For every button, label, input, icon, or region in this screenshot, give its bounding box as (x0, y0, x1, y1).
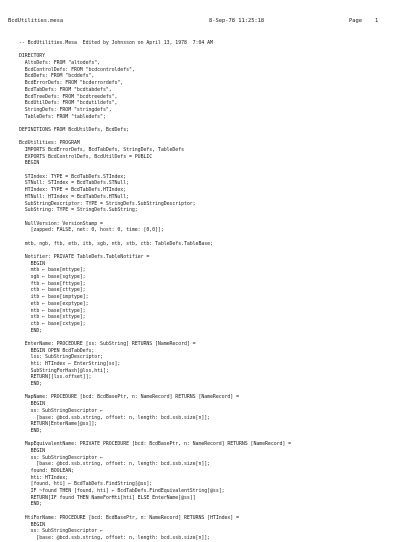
code-line: BEGIN (19, 401, 46, 408)
code-line: END; (19, 381, 43, 388)
code-line: ntb ← base[nttype]; (19, 307, 86, 314)
code-line: [base: @bcd.ssb.string, offset: n, length: bcd.ssb.size[n]]; (19, 461, 211, 468)
code-line: [found, hti] ← BcdTabDefs.FindString[@ss]; (19, 481, 153, 488)
code-line: hti: HTIndex ← EnterString[ss]; (19, 361, 121, 367)
code-line: mtb, ngb, ftb, etb, itb, sgb, ntb, stb, ctb: TableDefs.TableBase; (19, 240, 213, 247)
page-header (8, 17, 390, 26)
code-line: STNull: STIndex = BcdTabDefs.STNull; (19, 180, 129, 187)
code-line: lss: SubStringDescriptor; (19, 354, 103, 361)
code-line: ctb ← base[cttype]; (19, 287, 86, 294)
header-filename: BcdUtilities.mesa (8, 18, 64, 24)
code-line: [base: @bcd.ssb.string, offset: n, length: bcd.ssb.size[n]]; (19, 534, 211, 541)
code-line: [zapped: FALSE, net: 0, host: 0, time: [0,0]]; (19, 227, 164, 234)
code-line: RETURN[EnterName[@ss]]; (19, 421, 98, 428)
header-page-number: Page 1 (349, 18, 379, 24)
code-line: SubString: TYPE = StringDefs.SubString; (19, 207, 138, 214)
code-line: ss: SubStringDescriptor ← (19, 407, 103, 414)
code-line (19, 167, 394, 174)
code-line: STIndex: TYPE = BcdTabDefs.STIndex; (19, 173, 127, 180)
code-line: hti: HTIndex; (19, 474, 69, 481)
code-line: mtb ← base[mttype]; (19, 267, 86, 274)
code-line: MapName: PROCEDURE [bcd: BcdBasePtr, n: NameRecord] RETURNS [NameRecord] = (19, 394, 239, 401)
code-line: ss: SubStringDescriptor ← (19, 528, 103, 535)
code-line: MapEquivalentName: PRIVATE PROCEDURE [bcd: BcdBasePtr, n: NameRecord] RETURNS [NameRecord] = (19, 441, 292, 448)
code-line: HtiForName: PROCEDURE [bcd: BcdBasePtr, n: NameRecord] RETURNS [HTIndex] = (19, 514, 239, 521)
code-line: NullVersion: VersionStamp = (19, 220, 106, 227)
code-line: IMPORTS BcdErrorDefs, BcdTabDefs, StringDefs, TableDefs (19, 147, 184, 153)
code-line: END; (19, 327, 43, 334)
source-listing (19, 40, 394, 542)
code-line (19, 334, 394, 341)
code-line: BcdDefs: FROM "bcddefs", (19, 73, 95, 80)
code-line (19, 214, 394, 221)
code-line: ss: SubStringDescriptor ← (19, 454, 103, 461)
code-line (19, 435, 394, 442)
code-line (19, 234, 394, 241)
header-date: 8-Sep-78 11:25:18 (209, 18, 265, 24)
code-line: sgb ← base[sgtype]; (19, 274, 86, 281)
code-line (19, 388, 394, 395)
code-line: BEGIN (19, 260, 46, 267)
code-line (19, 120, 394, 127)
code-line: stb ← base[sttype]; (19, 314, 86, 321)
code-line: AltoDefs: FROM "altodefs", (19, 60, 101, 67)
code-line: HTNull: HTIndex = BcdTabDefs.HTNull; (19, 193, 129, 200)
code-line: ctb ← base[cxtype]; (19, 320, 86, 327)
code-line: RETURN[[lss.offset]]; (19, 374, 92, 381)
code-line (19, 134, 394, 141)
code-line: EnterName: PROCEDURE [ss: SubString] RETURNS [NameRecord] = (19, 340, 196, 347)
code-line: DEFINITIONS FROM BcdUtilDefs, BcdDefs; (19, 126, 129, 133)
code-line: -- BcdUtilities.Mesa Edited by Johnsson on April 13, 1978 7:04 AM (19, 40, 213, 46)
code-line: BEGIN (19, 447, 46, 454)
code-line: BEGIN (19, 160, 40, 167)
code-line: Notifier: PRIVATE TableDefs.TableNotifier = (19, 254, 150, 260)
code-line: [base: @bcd.ssb.string, offset: n, length: bcd.ssb.size[n]]; (19, 414, 211, 421)
code-line: IF ~found THEN [found, hti] ← BcdTabDefs.FindEquivalentString[@ss]; (19, 488, 225, 495)
code-line: SubStringForHash[@lss,hti]; (19, 367, 109, 374)
code-line: DIRECTORY (19, 53, 46, 60)
code-line: RETURN[IF found THEN NameForHti[hti] ELSE EnterName[@ss]] (19, 494, 196, 501)
code-line (19, 47, 394, 54)
code-line: BEGIN (19, 521, 46, 528)
code-line: END; (19, 501, 43, 508)
code-line: etb ← base[exptype]; (19, 300, 89, 307)
code-line (19, 247, 394, 254)
code-line: BcdTreeDefs: FROM "bcdtreedefs", (19, 93, 118, 100)
code-line: BcdControlDefs: FROM "bcdcontroldefs", (19, 66, 135, 73)
code-line: BcdTabDefs: FROM "bcdtabdefs", (19, 86, 112, 93)
code-line: END; (19, 427, 43, 434)
code-line: EXPORTS BcdControlDefs, BcdUtilDefs = PUBLIC (19, 153, 153, 160)
code-line: TableDefs: FROM "tabledefs"; (19, 113, 106, 120)
code-line: ftb ← base[fttype]; (19, 280, 86, 287)
code-line (19, 508, 394, 515)
code-line: found: BOOLEAN; (19, 468, 74, 474)
code-line: BcdUtilDefs: FROM "bcdutildefs", (19, 100, 118, 107)
code-line: BcdUtilities: PROGRAM (19, 140, 80, 147)
code-line: itb ← base[imptype]; (19, 294, 89, 301)
code-line: BcdErrorDefs: FROM "bcderrordefs", (19, 80, 124, 87)
code-line: HTIndex: TYPE = BcdTabDefs.HTIndex; (19, 187, 127, 194)
code-line: SubStringDescriptor: TYPE = StringDefs.SubStringDescriptor; (19, 200, 196, 207)
code-line: BEGIN OPEN BcdTabDefs; (19, 347, 95, 354)
code-line: StringDefs: FROM "stringdefs", (19, 106, 112, 113)
